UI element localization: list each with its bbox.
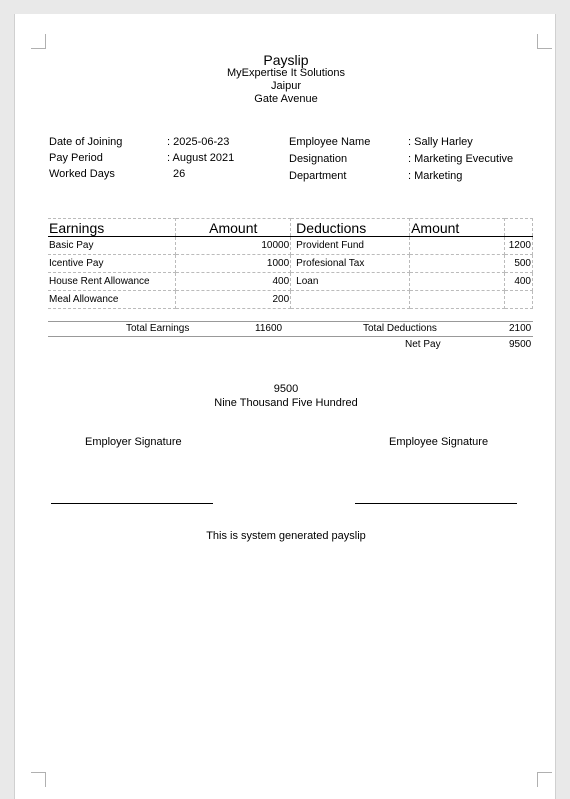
info-label-worked-days: Worked Days [49,168,115,180]
info-label-department: Department [289,170,347,182]
deduction-name: Profesional Tax [291,255,410,273]
employee-signature-line [355,503,517,504]
crop-mark-bottom-left [31,772,46,787]
header-deductions-amount: Amount [410,219,505,237]
crop-mark-bottom-right [537,772,552,787]
info-value-date-of-joining: : 2025-06-23 [167,136,230,148]
total-earnings-value: 11600 [255,323,283,334]
table-row [48,273,533,291]
earnings-deductions-table [48,218,533,309]
earning-amount: 200 [176,291,291,309]
deduction-amount: 400 [504,273,532,291]
total-earnings-label: Total Earnings [126,323,190,334]
net-pay-in-words: Nine Thousand Five Hundred [214,397,358,409]
footer-note: This is system generated payslip [206,530,366,542]
employee-signature-label: Employee Signature [389,436,489,448]
info-label-employee-name: Employee Name [289,136,371,148]
info-value-designation: : Marketing Evecutive [408,153,514,165]
total-deductions-label: Total Deductions [363,323,437,334]
info-value-employee-name: : Sally Harley [408,136,473,148]
table-row [48,291,533,309]
company-name: MyExpertise It Solutions [227,67,345,79]
deduction-blank-cell [410,255,505,273]
totals-bottom-rule [48,336,533,337]
deduction-name: Loan [291,273,410,291]
info-label-designation: Designation [289,153,348,165]
company-address: Gate Avenue [254,93,318,105]
crop-mark-top-left [31,34,46,49]
table-row [48,255,533,273]
info-label-date-of-joining: Date of Joining [49,136,123,148]
earning-amount: 1000 [176,255,291,273]
header-earnings: Earnings [48,219,176,237]
deduction-blank-cell [410,237,505,255]
earning-name: Meal Allowance [48,291,176,309]
earning-name: Basic Pay [48,237,176,255]
earning-amount: 10000 [176,237,291,255]
net-pay-label: Net Pay [405,339,441,350]
header-deductions: Deductions [291,219,410,237]
table-row [48,237,533,255]
deduction-name [291,291,410,309]
info-label-pay-period: Pay Period [49,152,103,164]
deduction-blank-cell [410,291,505,309]
deduction-amount [504,291,532,309]
employer-signature-line [51,503,213,504]
info-value-worked-days: 26 [173,168,186,180]
deduction-amount: 500 [504,255,532,273]
net-pay-value: 9500 [509,339,532,350]
header-earnings-amount: Amount [176,219,291,237]
header-spacer [504,219,532,237]
earning-name: Icentive Pay [48,255,176,273]
table-header-row [48,219,533,237]
info-value-pay-period: : August 2021 [167,152,235,164]
info-value-department: : Marketing [408,170,463,182]
company-city: Jaipur [271,80,301,92]
total-deductions-value: 2100 [509,323,532,334]
deduction-amount: 1200 [504,237,532,255]
earning-name: House Rent Allowance [48,273,176,291]
net-pay-amount: 9500 [273,383,299,395]
deduction-blank-cell [410,273,505,291]
deduction-name: Provident Fund [291,237,410,255]
payslip-title: Payslip [263,52,309,68]
payslip-page [14,14,556,799]
earning-amount: 400 [176,273,291,291]
crop-mark-top-right [537,34,552,49]
employer-signature-label: Employer Signature [85,436,182,448]
totals-top-rule [48,321,533,322]
